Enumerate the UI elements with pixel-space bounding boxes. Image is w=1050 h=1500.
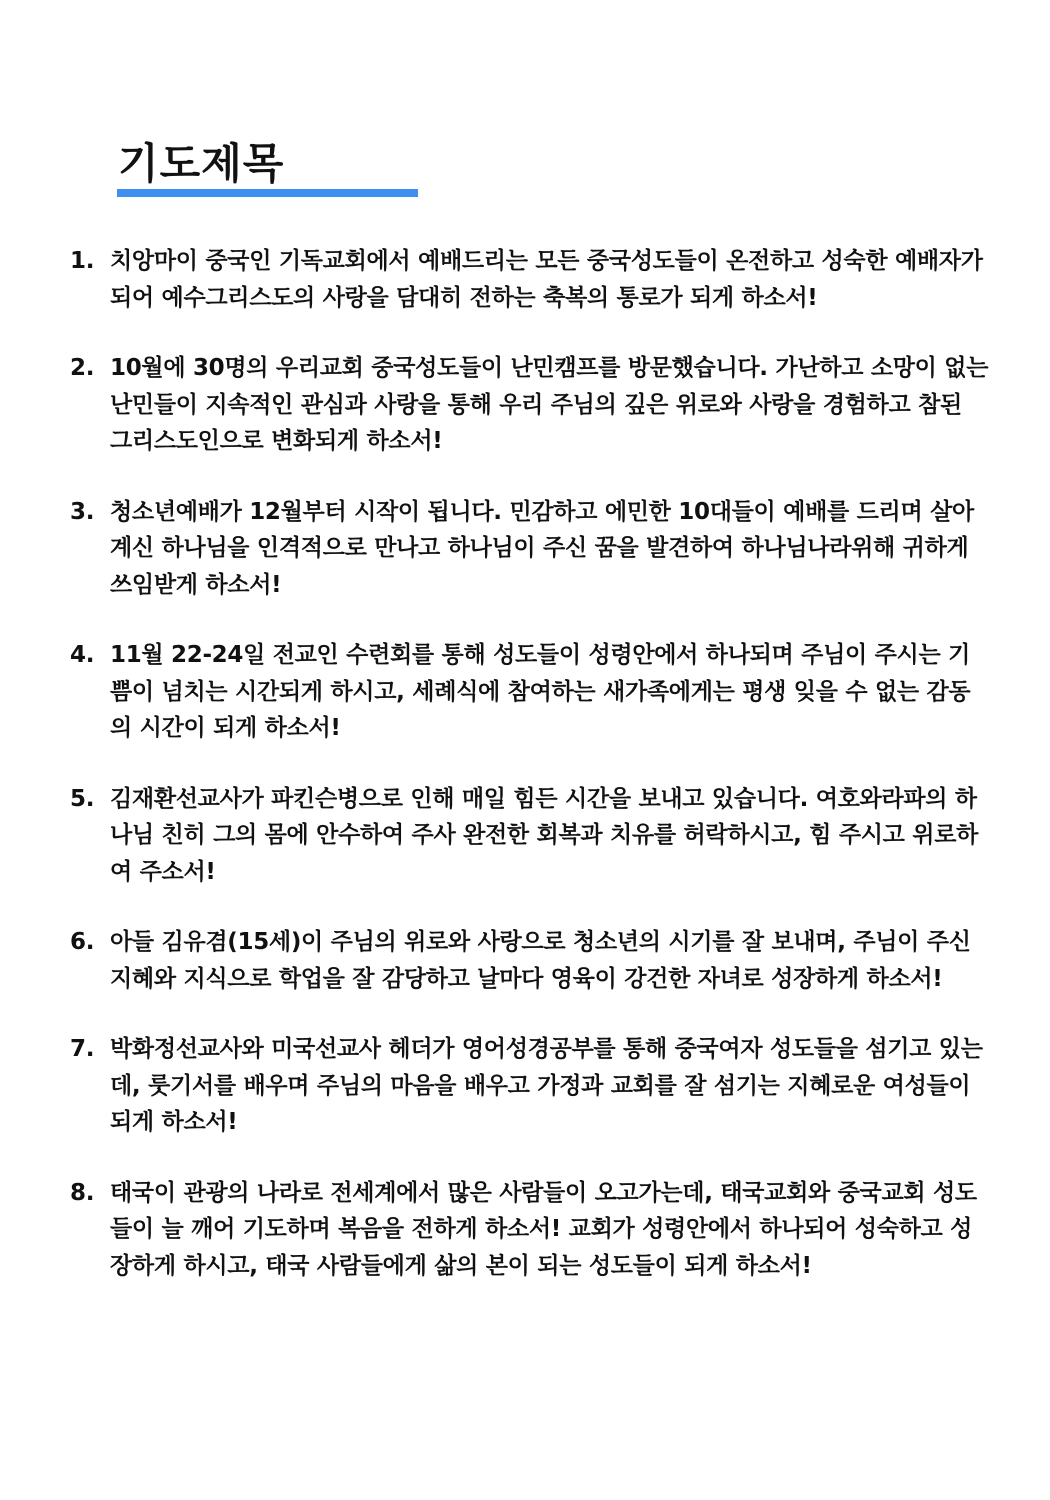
prayer-text: 박화정선교사와 미국선교사 헤더가 영어성경공부를 통해 중국여자 성도들을 섬기고 있는데, 룻기서를 배우며 주님의 마음을 배우고 가정과 교회를 잘 섬기는 지혜로운 여성들이 되게 하소서!	[110, 1036, 983, 1135]
prayer-text: 태국이 관광의 나라로 전세계에서 많은 사람들이 오고가는데, 태국교회와 중국교회 성도들이 늘 깨어 기도하며 복음을 전하게 하소서! 교회가 성령안에서 하나되어 성숙하고 성장하게 하시고, 태국 사람들에게 삶의 본이 되는 성도들이 되게 하소서!	[110, 1179, 977, 1279]
prayer-number: 8.	[70, 1179, 95, 1206]
prayer-number: 4.	[70, 642, 95, 668]
prayer-item-8	[70, 1175, 990, 1285]
prayer-number: 3.	[70, 498, 95, 525]
prayer-item-5	[70, 781, 990, 891]
prayer-number: 2.	[70, 355, 95, 381]
page-title: 기도제목	[118, 139, 285, 188]
prayer-item-2	[70, 350, 990, 460]
prayer-item-7	[70, 1031, 990, 1141]
title-underline	[117, 189, 418, 197]
prayer-text: 아들 김유겸(15세)이 주님의 위로와 사랑으로 청소년의 시기를 잘 보내며, 주님이 주신 지혜와 지식으로 학업을 잘 감당하고 날마다 영육이 강건한 자녀로 성장하게 하소서!	[110, 929, 971, 992]
prayer-text: 11월 22-24일 전교인 수련회를 통해 성도들이 성령안에서 하나되며 주님이 주시는 기쁨이 넘치는 시간되게 하시고, 세례식에 참여하는 새가족에게는 평생 잊을 수 없는 감동의 시간이 되게 하소서!	[110, 642, 971, 741]
prayer-list	[70, 243, 990, 1318]
prayer-text: 청소년예배가 12월부터 시작이 됩니다. 민감하고 에민한 10대들이 예배를 드리며 살아계신 하나님을 인격적으로 만나고 하나님이 주신 꿈을 발견하여 하나님나라위해 귀하게 쓰임받게 하소서!	[110, 498, 974, 598]
prayer-text: 10월에 30명의 우리교회 중국성도들이 난민캠프를 방문했습니다. 가난하고 소망이 없는 난민들이 지속적인 관심과 사랑을 통해 우리 주님의 깊은 위로와 사랑을 경험하고 참된 그리스도인으로 변화되게 하소서!	[110, 355, 989, 454]
prayer-item-1	[70, 243, 990, 316]
prayer-text: 김재환선교사가 파킨슨병으로 인해 매일 힘든 시간을 보내고 있습니다. 여호와라파의 하나님 친히 그의 몸에 안수하여 주사 완전한 회복과 치유를 허락하시고, 힘 주시고 위로하여 주소서!	[110, 785, 979, 885]
prayer-item-6	[70, 924, 990, 997]
prayer-text: 치앙마이 중국인 기독교회에서 예배드리는 모든 중국성도들이 온전하고 성숙한 예배자가 되어 예수그리스도의 사랑을 담대히 전하는 축복의 통로가 되게 하소서!	[110, 248, 983, 311]
prayer-number: 7.	[70, 1036, 95, 1062]
prayer-item-3	[70, 494, 990, 604]
prayer-number: 6.	[70, 929, 95, 955]
prayer-item-4	[70, 637, 990, 747]
prayer-number: 5.	[70, 785, 95, 812]
prayer-number: 1.	[70, 248, 95, 274]
